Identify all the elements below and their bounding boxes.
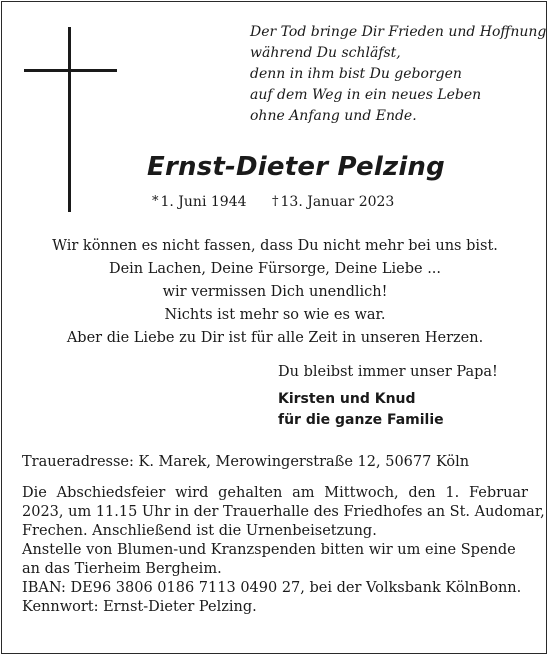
cross-vertical-bar — [68, 27, 71, 212]
verse-line: Wir können es nicht fassen, dass Du nicht mehr bei uns bist. — [52, 238, 498, 254]
poem — [250, 22, 547, 127]
details-line: an das Tierheim Bergheim. — [22, 561, 222, 577]
details-line: Die Abschiedsfeier wird gehalten am Mittwoch, den 1. Februar — [22, 485, 528, 501]
verse-line: Nichts ist mehr so wie es war. — [164, 307, 386, 323]
verse-line: Dein Lachen, Deine Fürsorge, Deine Liebe ... — [108, 261, 442, 277]
death-cross-icon: † — [272, 194, 279, 209]
birth-star-icon: * — [152, 194, 159, 209]
death-date-text: 13. Januar 2023 — [280, 194, 395, 210]
verse — [0, 235, 550, 350]
signer-line: Kirsten und Knud — [278, 391, 416, 407]
death-date — [272, 193, 394, 211]
poem-line: ohne Anfang und Ende. — [250, 108, 417, 124]
ceremony-details — [22, 484, 545, 617]
closing-line: Du bleibst immer unser Papa! — [278, 364, 498, 380]
signers — [278, 389, 444, 431]
deceased-name: Ernst-Dieter Pelzing — [147, 152, 445, 182]
poem-line: Der Tod bringe Dir Frieden und Hoffnung — [250, 24, 547, 40]
details-line: Frechen. Anschließend ist die Urnenbeisetzung. — [22, 523, 377, 539]
poem-line: auf dem Weg in ein neues Leben — [250, 87, 482, 103]
cross-horizontal-bar — [24, 69, 117, 72]
verse-line: wir vermissen Dich unendlich! — [162, 284, 388, 300]
details-line: Anstelle von Blumen-und Kranzspenden bitten wir um eine Spende — [22, 542, 516, 558]
details-line: 2023, um 11.15 Uhr in der Trauerhalle des Friedhofes an St. Audomar, — [22, 504, 545, 520]
poem-line: denn in ihm bist Du geborgen — [250, 66, 462, 82]
birth-date-text: 1. Juni 1944 — [160, 194, 247, 210]
signer-line: für die ganze Familie — [278, 412, 444, 428]
poem-line: während Du schläfst, — [250, 45, 401, 61]
verse-line: Aber die Liebe zu Dir ist für alle Zeit in unseren Herzen. — [66, 330, 484, 346]
birth-date — [152, 193, 247, 211]
mourning-address: Traueradresse: K. Marek, Merowingerstraße 12, 50677 Köln — [22, 454, 470, 470]
details-line: Kennwort: Ernst-Dieter Pelzing. — [22, 599, 257, 615]
details-line: IBAN: DE96 3806 0186 7113 0490 27, bei der Volksbank KölnBonn. — [22, 580, 522, 596]
